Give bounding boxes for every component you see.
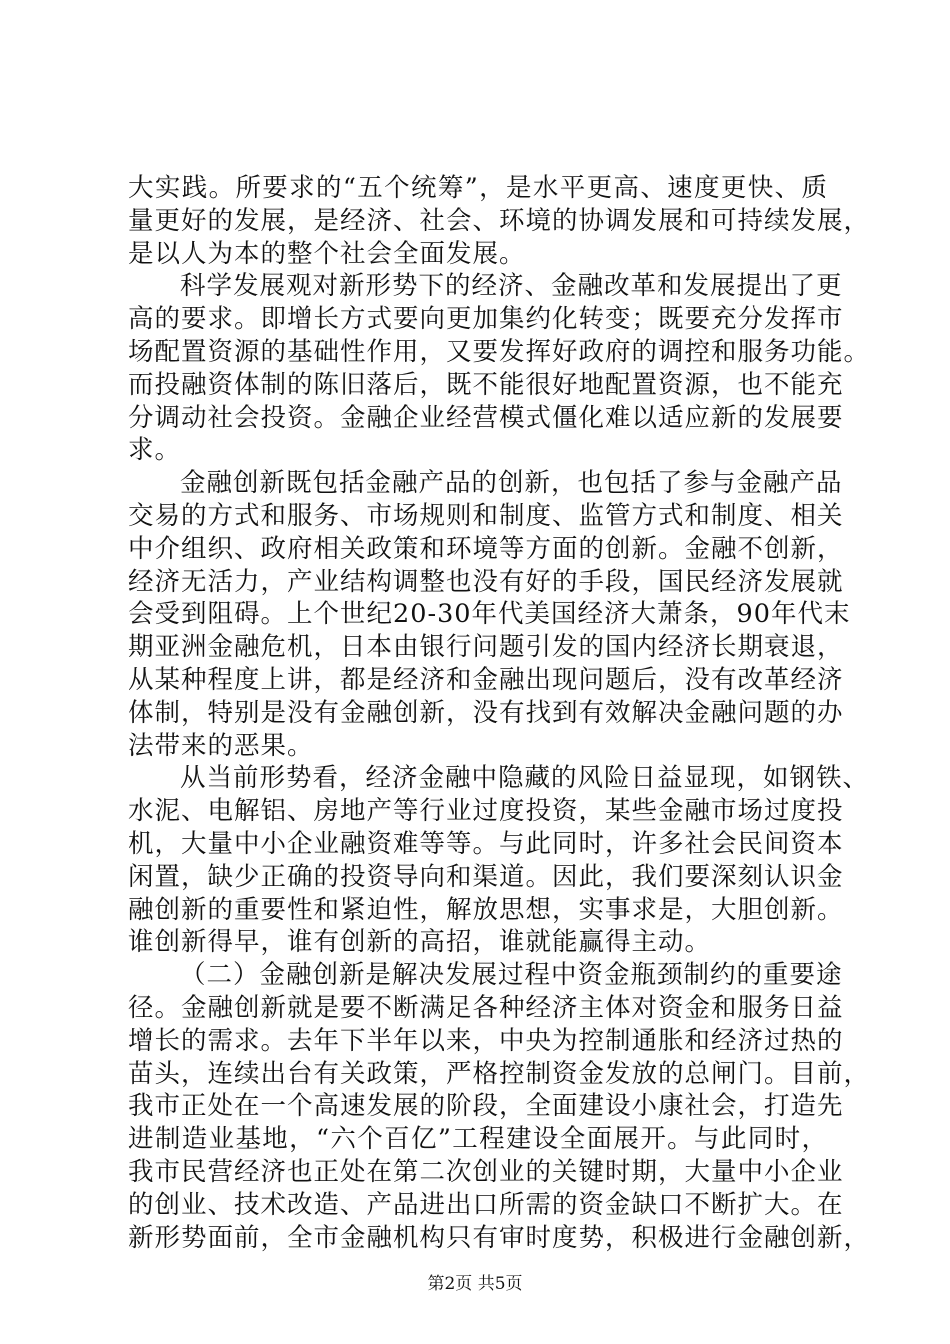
text-line: 闲置，缺少正确的投资导向和渠道。因此，我们要深刻认识金 — [128, 861, 844, 892]
text-line: 会受到阻碍。上个世纪20-30年代美国经济大萧条，90年代末 — [128, 599, 851, 630]
body-text — [128, 172, 871, 1254]
text-line: 融创新的重要性和紧迫性，解放思想，实事求是，大胆创新。 — [128, 894, 844, 925]
text-line: 而投融资体制的陈旧落后，既不能很好地配置资源，也不能充 — [128, 369, 844, 400]
text-line: （二）金融创新是解决发展过程中资金瓶颈制约的重要途 — [180, 960, 843, 991]
text-line: 增长的需求。去年下半年以来，中央为控制通胀和经济过热的 — [128, 1025, 844, 1056]
page-footer: 第2页 共5页 — [427, 1274, 523, 1294]
text-line: 科学发展观对新形势下的经济、金融改革和发展提出了更 — [180, 271, 843, 302]
text-line: 的创业、技术改造、产品进出口所需的资金缺口不断扩大。在 — [128, 1189, 844, 1220]
text-line: 机，大量中小企业融资难等等。与此同时，许多社会民间资本 — [128, 828, 844, 859]
text-line: 进制造业基地，“六个百亿”工程建设全面展开。与此同时， — [128, 1124, 828, 1155]
text-line: 分调动社会投资。金融企业经营模式僵化难以适应新的发展要 — [128, 402, 844, 433]
text-line: 新形势面前，全市金融机构只有审时度势，积极进行金融创新， — [128, 1222, 871, 1253]
text-line: 期亚洲金融危机，日本由银行问题引发的国内经济长期衰退， — [128, 632, 844, 663]
paragraph — [128, 270, 871, 467]
text-line: 大实践。所要求的“五个统筹”，是水平更高、速度更快、质 — [128, 173, 828, 203]
text-line: 谁创新得早，谁有创新的高招，谁就能赢得主动。 — [128, 927, 712, 958]
text-line: 体制，特别是没有金融创新，没有找到有效解决金融问题的办 — [128, 697, 844, 728]
text-line: 法带来的恶果。 — [128, 730, 314, 761]
paragraph — [128, 467, 851, 762]
text-line: 金融创新既包括金融产品的创新，也包括了参与金融产品 — [180, 468, 843, 499]
text-line: 是以人为本的整个社会全面发展。 — [128, 238, 526, 269]
text-line: 水泥、电解铝、房地产等行业过度投资，某些金融市场过度投 — [128, 796, 844, 827]
text-line: 交易的方式和服务、市场规则和制度、监管方式和制度、相关 — [128, 500, 844, 531]
paragraph — [128, 762, 870, 959]
text-line: 径。金融创新就是要不断满足各种经济主体对资金和服务日益 — [128, 992, 844, 1023]
text-line: 从当前形势看，经济金融中隐藏的风险日益显现，如钢铁、 — [180, 763, 870, 794]
text-line: 苗头，连续出台有关政策，严格控制资金发放的总闸门。目前， — [128, 1058, 871, 1089]
paragraph — [128, 172, 871, 270]
text-line: 求。 — [128, 435, 182, 466]
text-line: 场配置资源的基础性作用，又要发挥好政府的调控和服务功能。 — [128, 336, 871, 367]
text-line: 从某种程度上讲，都是经济和金融出现问题后，没有改革经济 — [128, 664, 844, 695]
text-line: 高的要求。即增长方式要向更加集约化转变；既要充分发挥市 — [128, 304, 844, 335]
text-line: 我市正处在一个高速发展的阶段，全面建设小康社会，打造先 — [128, 1091, 844, 1122]
paragraph — [128, 959, 871, 1254]
text-line: 我市民营经济也正处在第二次创业的关键时期，大量中小企业 — [128, 1156, 844, 1187]
text-line: 经济无活力，产业结构调整也没有好的手段，国民经济发展就 — [128, 566, 844, 597]
text-line: 量更好的发展，是经济、社会、环境的协调发展和可持续发展， — [128, 205, 871, 236]
text-line: 中介组织、政府相关政策和环境等方面的创新。金融不创新， — [128, 533, 844, 564]
